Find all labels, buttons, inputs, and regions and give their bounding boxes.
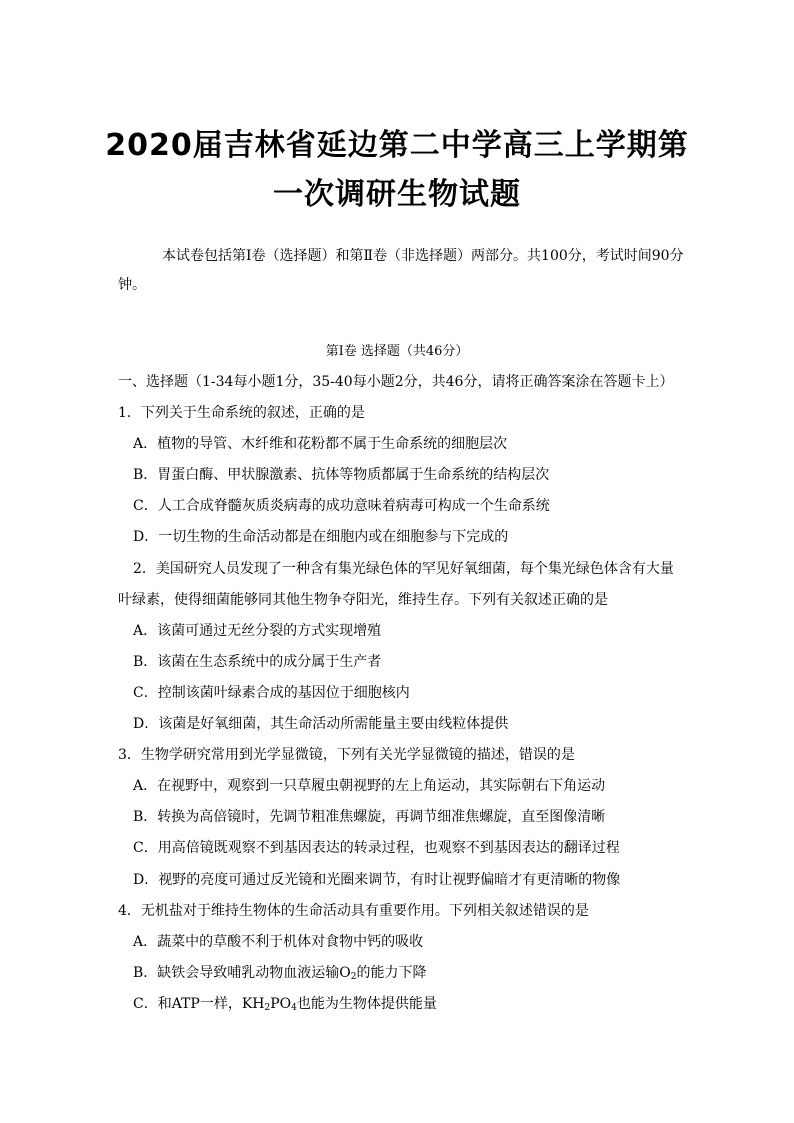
question-2-stem-line-1: 2．美国研究人员发现了一种含有集光绿色体的罕见好氧细菌，每个集光绿色体含有大量	[133, 561, 674, 577]
question-4-stem: 4．无机盐对于维持生物体的生命活动具有重要作用。下列相关叙述错误的是	[118, 903, 589, 919]
question-4-option-b: B．缺铁会导致哺乳动物血液运输$O_2$的能力下降	[133, 965, 427, 982]
question-4-option-c: C．和ATP一样，$KH_2PO_4$也能为生物体提供能量	[133, 996, 437, 1013]
question-3-stem: 3．生物学研究常用到光学显微镜，下列有关光学显微镜的描述，错误的是	[118, 747, 575, 763]
question-1-option-a: A．植物的导管、木纤维和花粉都不属于生命系统的细胞层次	[133, 436, 508, 452]
question-3-option-d: D．视野的亮度可通过反光镜和光圈来调节，有时让视野偏暗才有更清晰的物像	[133, 872, 621, 888]
exam-intro: 本试卷包括第Ⅰ卷（选择题）和第Ⅱ卷（非选择题）两部分。共100分，考试时间90分钟。	[118, 248, 684, 293]
question-2-stem-line-2: 叶绿素，使得细菌能够同其他生物争夺阳光，维持生存。下列有关叙述正确的是	[118, 592, 608, 608]
question-1-option-c: C．人工合成脊髓灰质炎病毒的成功意味着病毒可构成一个生命系统	[133, 498, 550, 514]
question-2-option-d: D．该菌是好氧细菌，其生命活动所需能量主要由线粒体提供	[133, 716, 509, 732]
question-2-option-a: A．该菌可通过无丝分裂的方式实现增殖	[133, 623, 382, 639]
question-1-option-d: D．一切生物的生命活动都是在细胞内或在细胞参与下完成的	[133, 529, 509, 545]
document-title-line-2: 一次调研生物试题	[273, 177, 521, 212]
instructions: 一、选择题（1-34每小题1分，35-40每小题2分，共46分，请将正确答案涂在答题卡上）	[118, 374, 674, 390]
document-title-line-1: 2020届吉林省延边第二中学高三上学期第	[105, 128, 689, 163]
question-3-option-c: C．用高倍镜既观察不到基因表达的转录过程，也观察不到基因表达的翻译过程	[133, 840, 620, 856]
question-1-option-b: B．胃蛋白酶、甲状腺激素、抗体等物质都属于生命系统的结构层次	[133, 467, 550, 483]
question-2-option-c: C．控制该菌叶绿素合成的基因位于细胞核内	[133, 685, 410, 701]
question-3-option-b: B．转换为高倍镜时，先调节粗准焦螺旋，再调节细准焦螺旋，直至图像清晰	[133, 809, 606, 825]
question-2-option-b: B．该菌在生态系统中的成分属于生产者	[133, 654, 382, 670]
question-3-option-a: A．在视野中，观察到一只草履虫朝视野的左上角运动，其实际朝右下角运动	[133, 778, 606, 794]
section-title: 第Ⅰ卷 选择题（共46分）	[325, 344, 469, 359]
question-4-option-a: A．蔬菜中的草酸不利于机体对食物中钙的吸收	[133, 934, 424, 950]
question-1-stem: 1．下列关于生命系统的叙述，正确的是	[118, 405, 365, 421]
